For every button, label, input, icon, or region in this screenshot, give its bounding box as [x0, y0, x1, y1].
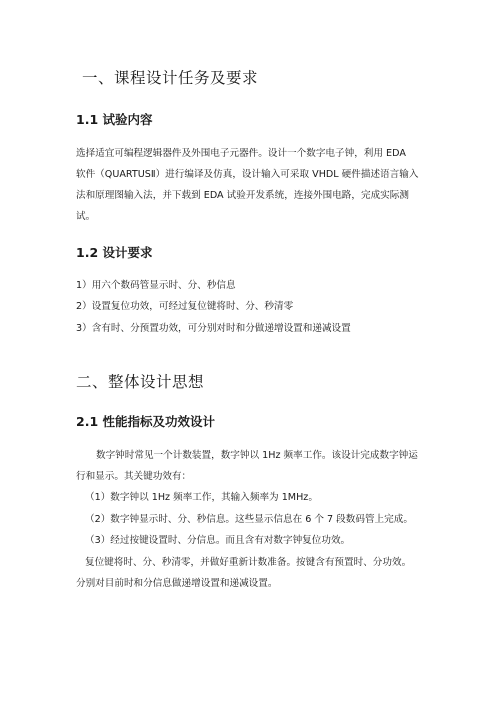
paragraph-line: 法和原理图输入法，并下载到 EDA 试验开发系统，连接外围电路，完成实际测: [76, 190, 409, 201]
paragraph-line: 复位键将时、分、秒清零，并做好重新计数准备。按键含有预置时、分功效。: [85, 557, 412, 568]
section-1-1-heading: 1.1 试验内容: [76, 112, 153, 127]
paragraph-line: 分别对目前时和分信息做递增设置和递减设置。: [76, 578, 278, 589]
section-2-1-heading: 2.1 性能指标及功效设计: [76, 414, 215, 429]
requirement-item: 3）含有时、分预置功效，可分别对时和分做递增设置和递减设置: [76, 323, 351, 334]
paragraph-line: 软件（QUARTUSⅡ）进行编译及仿真，设计输入可采取 VHDL 硬件描述语言输入: [76, 169, 419, 180]
function-item: （2）数字钟显示时、分、秒信息。这些显示信息在 6 个 7 段数码管上完成。: [85, 514, 413, 525]
section-1-2-heading: 1.2 设计要求: [76, 245, 153, 260]
requirement-item: 2）设置复位功效，可经过复位键将时、分、秒清零: [76, 301, 294, 312]
paragraph-line: 试。: [76, 211, 96, 222]
function-item: （1）数字钟以 1Hz 频率工作，其输入频率为 1MHz。: [85, 492, 318, 503]
section-2-title: 二、整体设计思想: [76, 373, 205, 391]
paragraph-line: 选择适宜可编程逻辑器件及外围电子元器件。设计一个数字电子钟，利用 EDA: [76, 148, 406, 159]
function-item: （3）经过按键设置时、分信息。而且含有对数字钟复位功效。: [85, 535, 351, 546]
paragraph-line: 行和显示。其关键功效有：: [76, 471, 192, 482]
requirement-item: 1）用六个数码管显示时、分、秒信息: [76, 280, 236, 291]
paragraph-line: 数字钟时常见一个计数装置，数字钟以 1Hz 频率工作。该设计完成数字钟运: [96, 450, 418, 461]
section-1-title: 一、课程设计任务及要求: [82, 69, 259, 87]
